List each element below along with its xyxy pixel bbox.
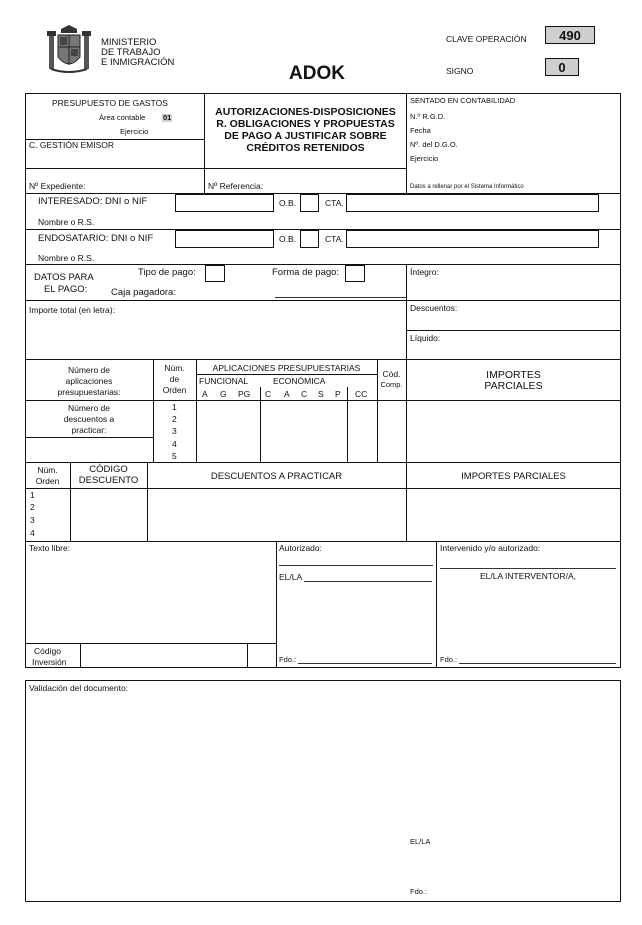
codigo-inversion-line-2: Inversión xyxy=(32,657,67,667)
codigo-desc-line-1: CÓDIGO xyxy=(89,464,128,475)
descuentos-label: Descuentos: xyxy=(410,303,458,313)
sub-cc: CC xyxy=(355,389,368,399)
cod-comp-line-2: Comp. xyxy=(380,380,403,389)
desc-practicar-line-1: Número de xyxy=(67,403,111,413)
endosatario-ob-label: O.B. xyxy=(279,234,297,244)
endosatario-nif-field[interactable] xyxy=(175,230,274,248)
codigo-desc-line-2: DESCUENTO xyxy=(78,475,139,486)
interesado-nombre-label: Nombre o R.S. xyxy=(38,217,95,227)
clave-operacion-value: 490 xyxy=(545,26,595,44)
descuentos-title: DESCUENTOS A PRACTICAR xyxy=(210,471,343,482)
fdo-autorizado: Fdo.: xyxy=(279,655,297,664)
importes-line-2: PARCIALES xyxy=(484,380,543,392)
forma-pago-field[interactable] xyxy=(345,265,365,282)
aplic-row-5: 5 xyxy=(172,451,177,461)
autorizado-label: Autorizado: xyxy=(279,543,322,553)
liquido-label: Líquido: xyxy=(410,333,441,343)
importe-letra-label: Importe total (en letra): xyxy=(29,305,115,315)
ejercicio-label: Ejercicio xyxy=(120,127,149,136)
aplic-row-1: 1 xyxy=(172,402,177,412)
sub-c: C xyxy=(265,389,272,399)
form-heading-line-4: CRÉDITOS RETENIDOS xyxy=(246,142,365,154)
endosatario-ob-field[interactable] xyxy=(300,230,319,248)
tipo-pago-field[interactable] xyxy=(205,265,225,282)
sub-g: G xyxy=(220,389,227,399)
ministry-line-3: E INMIGRACIÓN xyxy=(101,57,175,68)
sub-a2: A xyxy=(284,389,290,399)
area-contable-value: 01 xyxy=(163,113,172,122)
datos-sistema-label: Datos a rellenar por el Sistema Informático xyxy=(410,184,524,190)
sub-c2: C xyxy=(301,389,308,399)
aplic-numero-line-2: aplicaciones xyxy=(65,376,113,386)
ministry-line-2: DE TRABAJO xyxy=(101,47,161,58)
aplic-title: APLICACIONES PRESUPUESTARIAS xyxy=(212,363,361,373)
signo-label: SIGNO xyxy=(446,66,474,76)
interesado-label: INTERESADO: DNI o NIF xyxy=(38,196,148,207)
asentado-label: SENTADO EN CONTABILIDAD xyxy=(410,96,516,105)
interesado-cta-label: CTA. xyxy=(325,198,344,208)
form-heading-line-1: AUTORIZACIONES-DISPOSICIONES xyxy=(215,106,396,118)
interesado-cta-field[interactable] xyxy=(346,194,599,212)
gestion-emisor-label: C. GESTIÓN EMISOR xyxy=(29,140,115,150)
importes-line-1: IMPORTES xyxy=(486,369,541,381)
interesado-nif-field[interactable] xyxy=(175,194,274,212)
codigo-inversion-line-1: Código xyxy=(34,646,61,656)
caja-pagadora-label: Caja pagadora: xyxy=(111,287,176,298)
integro-label: Íntegro: xyxy=(410,267,439,277)
fecha-label: Fecha xyxy=(410,126,431,135)
aplic-numero-line-1: Número de xyxy=(67,365,111,375)
sub-p: P xyxy=(335,389,341,399)
tipo-pago-label: Tipo de pago: xyxy=(138,267,196,278)
ministry-line-1: MINISTERIO xyxy=(101,37,157,48)
desc-num-line-2: Orden xyxy=(35,476,60,486)
validacion-frame xyxy=(25,680,621,902)
sub-s: S xyxy=(318,389,324,399)
num-orden-line-1: Núm. xyxy=(164,363,185,373)
cod-comp-line-1: Cód. xyxy=(382,369,401,379)
validacion-fdo: Fdo.: xyxy=(410,887,428,896)
sub-a: A xyxy=(202,389,208,399)
fdo-interventor: Fdo.: xyxy=(440,655,458,664)
validacion-ella: EL/LA xyxy=(410,837,431,846)
num-orden-line-2: de xyxy=(169,374,180,384)
texto-libre-label: Texto libre: xyxy=(29,543,71,553)
datos-pago-label-2: EL PAGO: xyxy=(44,284,88,295)
referencia-label: Nº Referencia: xyxy=(208,181,264,191)
economica-label: ECONÓMICA xyxy=(273,376,326,386)
datos-pago-label-1: DATOS PARA xyxy=(34,272,94,283)
intervenido-label: Intervenido y/o autorizado: xyxy=(440,543,541,553)
form-title: ADOK xyxy=(289,63,345,84)
funcional-label: FUNCIONAL xyxy=(199,376,249,386)
expediente-label: Nº Expediente: xyxy=(29,181,86,191)
clave-operacion-label: CLAVE OPERACIÓN xyxy=(446,34,527,44)
coat-of-arms-icon xyxy=(47,25,91,75)
desc-practicar-line-2: descuentos a xyxy=(63,414,115,424)
desc-row-4: 4 xyxy=(30,528,35,538)
endosatario-nombre-label: Nombre o R.S. xyxy=(38,253,95,263)
aplic-row-2: 2 xyxy=(172,414,177,424)
aplic-numero-line-3: presupuestarias: xyxy=(57,387,121,397)
validacion-label: Validación del documento: xyxy=(29,683,129,693)
desc-row-2: 2 xyxy=(30,502,35,512)
form-heading-line-2: R. OBLIGACIONES Y PROPUESTAS xyxy=(216,118,395,130)
desc-row-3: 3 xyxy=(30,515,35,525)
endosatario-cta-label: CTA. xyxy=(325,234,344,244)
forma-pago-label: Forma de pago: xyxy=(272,267,340,278)
desc-practicar-line-3: practicar: xyxy=(71,425,107,435)
aplic-row-4: 4 xyxy=(172,439,177,449)
num-orden-line-3: Orden xyxy=(162,385,187,395)
ejercicio2-label: Ejercicio xyxy=(410,154,439,163)
endosatario-cta-field[interactable] xyxy=(346,230,599,248)
sub-pg: PG xyxy=(238,389,251,399)
area-contable-label: Área contable xyxy=(99,113,146,122)
dgo-label: Nº. del D.G.O. xyxy=(410,140,458,149)
desc-importes-title: IMPORTES PARCIALES xyxy=(461,471,566,482)
interesado-ob-field[interactable] xyxy=(300,194,319,212)
autorizado-ella: EL/LA xyxy=(279,572,303,582)
desc-num-line-1: Núm. xyxy=(37,465,58,475)
presupuesto-label: PRESUPUESTO DE GASTOS xyxy=(52,98,168,108)
signo-value: 0 xyxy=(545,58,579,76)
interesado-ob-label: O.B. xyxy=(279,198,297,208)
endosatario-label: ENDOSATARIO: DNI o NIF xyxy=(38,233,154,244)
aplic-row-3: 3 xyxy=(172,426,177,436)
form-heading-line-3: DE PAGO A JUSTIFICAR SOBRE xyxy=(224,130,387,142)
rgd-label: N.º R.G.D. xyxy=(410,112,446,121)
desc-row-1: 1 xyxy=(30,490,35,500)
interventor-label: EL/LA INTERVENTOR/A, xyxy=(479,571,577,581)
